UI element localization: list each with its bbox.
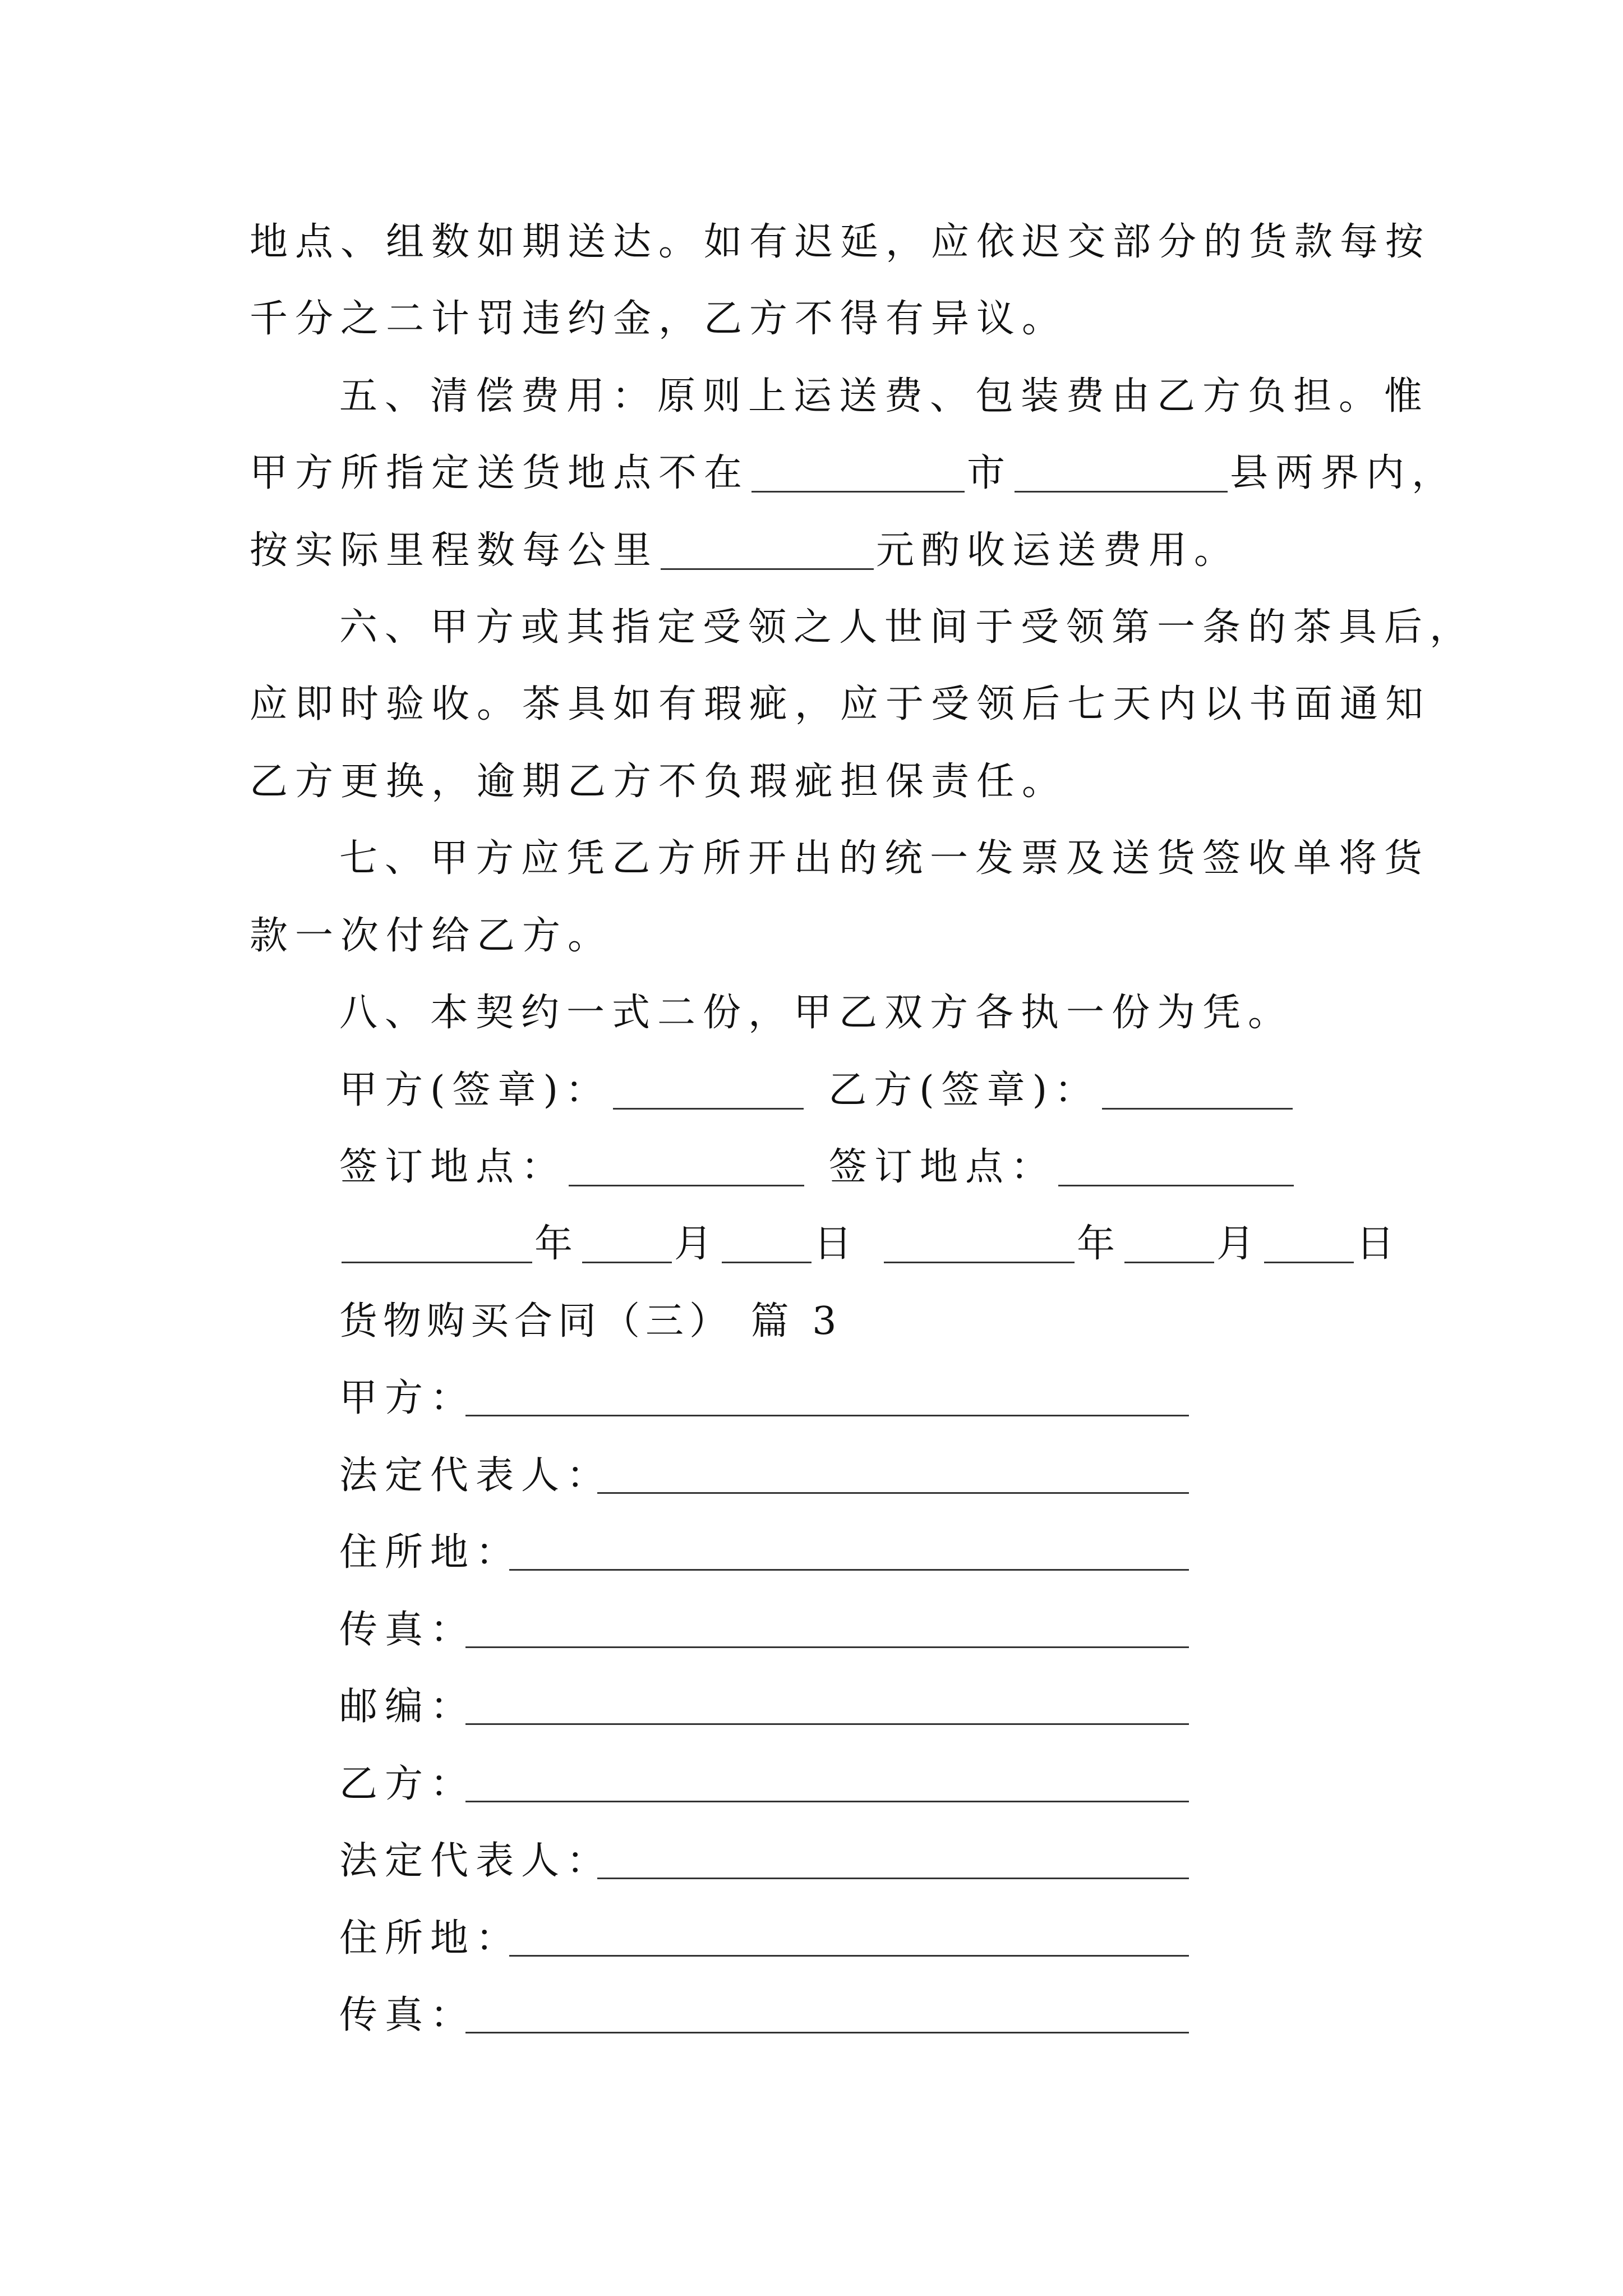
body-line	[250, 682, 1431, 726]
field-row	[339, 1530, 522, 1575]
field-blank[interactable]	[465, 2031, 1189, 2033]
party-a-sign-label: 甲方(签章)：	[339, 1068, 611, 1112]
day-blank[interactable]	[722, 1228, 811, 1263]
party-b-sign-blank[interactable]	[1102, 1074, 1293, 1110]
field-blank[interactable]	[597, 1876, 1189, 1879]
field-blank[interactable]	[465, 1800, 1189, 1802]
field-row	[339, 1608, 476, 1652]
field-blank[interactable]	[597, 1491, 1189, 1494]
place-b-blank[interactable]	[1058, 1151, 1294, 1186]
party-b-sign-label: 乙方(签章)：	[828, 1068, 1100, 1112]
body-line	[250, 760, 1068, 804]
field-row	[339, 1916, 522, 1961]
fill-blank[interactable]	[661, 535, 874, 570]
signature-row	[339, 1145, 1296, 1189]
year-label: 年	[534, 1222, 580, 1266]
text: 甲方所指定送货地点不在	[250, 451, 750, 495]
field-row	[339, 1762, 476, 1806]
month-label: 月	[1216, 1222, 1262, 1266]
body-line	[339, 374, 1430, 418]
party-a-sign-blank[interactable]	[613, 1074, 804, 1110]
text: 千分之二计罚违约金，乙方不得有异议。	[250, 297, 1068, 341]
body-line	[339, 605, 1476, 650]
body-line	[339, 836, 1430, 881]
year-blank[interactable]	[342, 1228, 532, 1263]
field-label: 乙方：	[339, 1762, 476, 1806]
text: 五、清偿费用：原则上运送费、包装费由乙方负担。惟	[339, 374, 1430, 418]
field-label: 甲方：	[339, 1376, 476, 1420]
place-b-label: 签订地点：	[829, 1145, 1057, 1189]
text: 八、本契约一式二份，甲乙双方各执一份为凭。	[339, 991, 1294, 1035]
body-line	[250, 914, 614, 958]
month-blank[interactable]	[1124, 1228, 1214, 1263]
body-line	[250, 297, 1068, 341]
month-label: 月	[674, 1222, 720, 1266]
text: 六、甲方或其指定受领之人世间于受领第一条的茶具后，	[339, 605, 1476, 650]
field-row	[339, 1685, 476, 1729]
fill-blank[interactable]	[1015, 457, 1228, 493]
text: 货物购买合同（三） 篇 3	[339, 1299, 842, 1343]
section-title	[339, 1299, 842, 1343]
place-a-blank[interactable]	[569, 1151, 804, 1186]
text: 按实际里程数每公里	[250, 528, 659, 573]
text: 款一次付给乙方。	[250, 914, 614, 958]
field-label: 法定代表人：	[339, 1839, 612, 1883]
field-blank[interactable]	[509, 1568, 1189, 1571]
field-label: 法定代表人：	[339, 1453, 612, 1498]
field-blank[interactable]	[465, 1645, 1189, 1648]
month-blank[interactable]	[582, 1228, 672, 1263]
field-label: 传真：	[339, 1993, 476, 2037]
day-label: 日	[1356, 1222, 1402, 1266]
text: 乙方更换，逾期乙方不负瑕疵担保责任。	[250, 760, 1068, 804]
date-row	[339, 1222, 1402, 1266]
field-blank[interactable]	[509, 1954, 1189, 1957]
year-blank[interactable]	[884, 1228, 1075, 1263]
text: 县两界内，	[1230, 451, 1458, 495]
place-a-label: 签订地点：	[339, 1145, 567, 1189]
field-row	[339, 1839, 612, 1883]
field-label: 住所地：	[339, 1530, 522, 1575]
year-label: 年	[1077, 1222, 1123, 1266]
text: 市	[967, 451, 1013, 495]
field-row	[339, 1376, 476, 1420]
body-line	[250, 528, 1240, 573]
day-label: 日	[814, 1222, 860, 1266]
field-blank[interactable]	[465, 1722, 1189, 1725]
body-line	[250, 220, 1431, 264]
body-line	[250, 451, 1458, 495]
day-blank[interactable]	[1264, 1228, 1354, 1263]
text: 应即时验收。茶具如有瑕疵，应于受领后七天内以书面通知	[250, 682, 1431, 726]
fill-blank[interactable]	[751, 457, 965, 493]
field-blank[interactable]	[465, 1414, 1189, 1416]
field-label: 住所地：	[339, 1916, 522, 1961]
body-line	[339, 991, 1294, 1035]
field-label: 传真：	[339, 1608, 476, 1652]
signature-row	[339, 1068, 1295, 1112]
field-label: 邮编：	[339, 1685, 476, 1729]
text: 地点、组数如期送达。如有迟延，应依迟交部分的货款每按	[250, 220, 1431, 264]
text: 元酌收运送费用。	[876, 528, 1240, 573]
text: 七、甲方应凭乙方所开出的统一发票及送货签收单将货	[339, 836, 1430, 881]
field-row	[339, 1993, 476, 2037]
field-row	[339, 1453, 612, 1498]
